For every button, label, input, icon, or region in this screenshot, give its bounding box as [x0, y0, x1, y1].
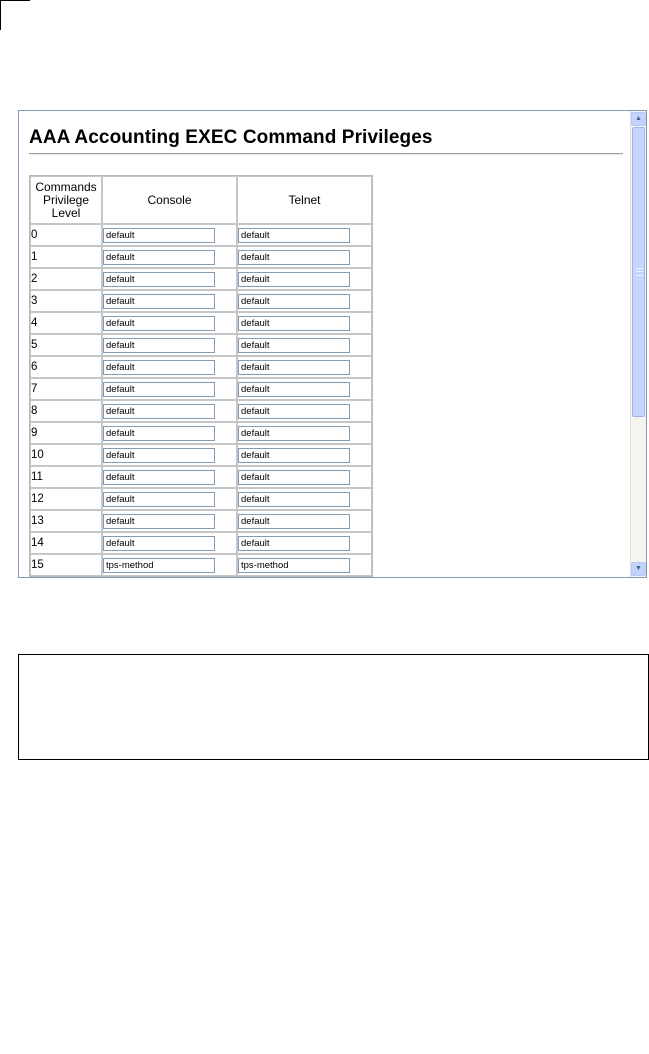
grip-icon — [636, 268, 643, 276]
scroll-down-button[interactable] — [631, 562, 646, 576]
privilege-level-cell: 3 — [30, 290, 102, 312]
scroll-up-button[interactable] — [631, 112, 646, 126]
privilege-level-cell: 11 — [30, 466, 102, 488]
header-level-line-1: Commands — [35, 179, 97, 194]
console-cell — [102, 532, 237, 554]
telnet-method-input[interactable] — [238, 470, 350, 485]
table-row — [30, 334, 372, 356]
telnet-cell — [237, 400, 372, 422]
console-method-input[interactable] — [103, 228, 215, 243]
console-method-input[interactable] — [103, 558, 215, 573]
telnet-method-input[interactable] — [238, 272, 350, 287]
console-method-input[interactable] — [103, 492, 215, 507]
header-level-line-2: Privilege — [42, 192, 90, 207]
table-header-row — [30, 176, 372, 224]
table-row — [30, 246, 372, 268]
console-method-input[interactable] — [103, 250, 215, 265]
header-privilege-level — [30, 176, 102, 224]
telnet-cell — [237, 290, 372, 312]
console-method-input[interactable] — [103, 448, 215, 463]
telnet-method-input[interactable] — [238, 492, 350, 507]
console-method-input[interactable] — [103, 382, 215, 397]
telnet-method-input[interactable] — [238, 228, 350, 243]
header-console: Console — [102, 176, 237, 224]
console-method-input[interactable] — [103, 294, 215, 309]
page-title: AAA Accounting EXEC Command Privileges — [29, 127, 433, 148]
table-row — [30, 378, 372, 400]
telnet-method-input[interactable] — [238, 316, 350, 331]
table-row — [30, 554, 372, 576]
telnet-cell — [237, 224, 372, 246]
telnet-cell — [237, 532, 372, 554]
telnet-method-input[interactable] — [238, 558, 350, 573]
console-cell — [102, 290, 237, 312]
console-cell — [102, 268, 237, 290]
console-cell — [102, 422, 237, 444]
telnet-cell — [237, 444, 372, 466]
console-method-input[interactable] — [103, 316, 215, 331]
telnet-method-input[interactable] — [238, 448, 350, 463]
telnet-method-input[interactable] — [238, 426, 350, 441]
page-corner-mark — [0, 0, 30, 30]
table-row — [30, 466, 372, 488]
table-row — [30, 422, 372, 444]
header-telnet: Telnet — [237, 176, 372, 224]
table-row — [30, 488, 372, 510]
console-method-input[interactable] — [103, 360, 215, 375]
privilege-level-cell: 2 — [30, 268, 102, 290]
title-divider — [29, 153, 623, 155]
privilege-level-cell: 9 — [30, 422, 102, 444]
console-cell — [102, 488, 237, 510]
privilege-level-cell: 15 — [30, 554, 102, 576]
table-row — [30, 532, 372, 554]
console-cell — [102, 400, 237, 422]
console-cell — [102, 378, 237, 400]
privilege-level-cell: 6 — [30, 356, 102, 378]
telnet-method-input[interactable] — [238, 382, 350, 397]
triangle-down-icon: ▼ — [635, 565, 642, 572]
telnet-method-input[interactable] — [238, 536, 350, 551]
telnet-cell — [237, 378, 372, 400]
privilege-level-cell: 7 — [30, 378, 102, 400]
privileges-table — [29, 175, 373, 577]
privilege-level-cell: 8 — [30, 400, 102, 422]
scroll-thumb[interactable] — [632, 127, 645, 417]
table-row — [30, 268, 372, 290]
console-cell — [102, 356, 237, 378]
privilege-level-cell: 14 — [30, 532, 102, 554]
telnet-cell — [237, 334, 372, 356]
telnet-method-input[interactable] — [238, 338, 350, 353]
table-row — [30, 290, 372, 312]
table-row — [30, 312, 372, 334]
privilege-level-cell: 0 — [30, 224, 102, 246]
privilege-level-cell: 4 — [30, 312, 102, 334]
table-row — [30, 444, 372, 466]
console-cell — [102, 444, 237, 466]
console-method-input[interactable] — [103, 514, 215, 529]
telnet-cell — [237, 466, 372, 488]
console-method-input[interactable] — [103, 470, 215, 485]
console-cell — [102, 224, 237, 246]
console-method-input[interactable] — [103, 536, 215, 551]
telnet-cell — [237, 422, 372, 444]
privilege-level-cell: 1 — [30, 246, 102, 268]
console-cell — [102, 334, 237, 356]
triangle-up-icon: ▲ — [635, 115, 642, 122]
telnet-method-input[interactable] — [238, 404, 350, 419]
browser-frame — [18, 110, 647, 578]
telnet-cell — [237, 510, 372, 532]
console-method-input[interactable] — [103, 426, 215, 441]
telnet-method-input[interactable] — [238, 250, 350, 265]
table-body — [30, 224, 372, 576]
console-cell — [102, 554, 237, 576]
privilege-level-cell: 12 — [30, 488, 102, 510]
telnet-method-input[interactable] — [238, 360, 350, 375]
note-box — [18, 654, 649, 760]
header-level-line-3: Level — [51, 205, 81, 220]
console-cell — [102, 312, 237, 334]
privilege-level-cell: 13 — [30, 510, 102, 532]
table-row — [30, 400, 372, 422]
table-row — [30, 356, 372, 378]
telnet-method-input[interactable] — [238, 514, 350, 529]
console-cell — [102, 510, 237, 532]
console-method-input[interactable] — [103, 404, 215, 419]
vertical-scrollbar[interactable] — [630, 111, 646, 577]
console-method-input[interactable] — [103, 338, 215, 353]
telnet-cell — [237, 246, 372, 268]
console-method-input[interactable] — [103, 272, 215, 287]
table-row — [30, 224, 372, 246]
privilege-level-cell: 10 — [30, 444, 102, 466]
console-cell — [102, 466, 237, 488]
telnet-cell — [237, 488, 372, 510]
telnet-cell — [237, 312, 372, 334]
table-row — [30, 510, 372, 532]
console-cell — [102, 246, 237, 268]
telnet-cell — [237, 268, 372, 290]
telnet-cell — [237, 356, 372, 378]
telnet-method-input[interactable] — [238, 294, 350, 309]
privilege-level-cell: 5 — [30, 334, 102, 356]
telnet-cell — [237, 554, 372, 576]
page-content — [19, 111, 630, 577]
